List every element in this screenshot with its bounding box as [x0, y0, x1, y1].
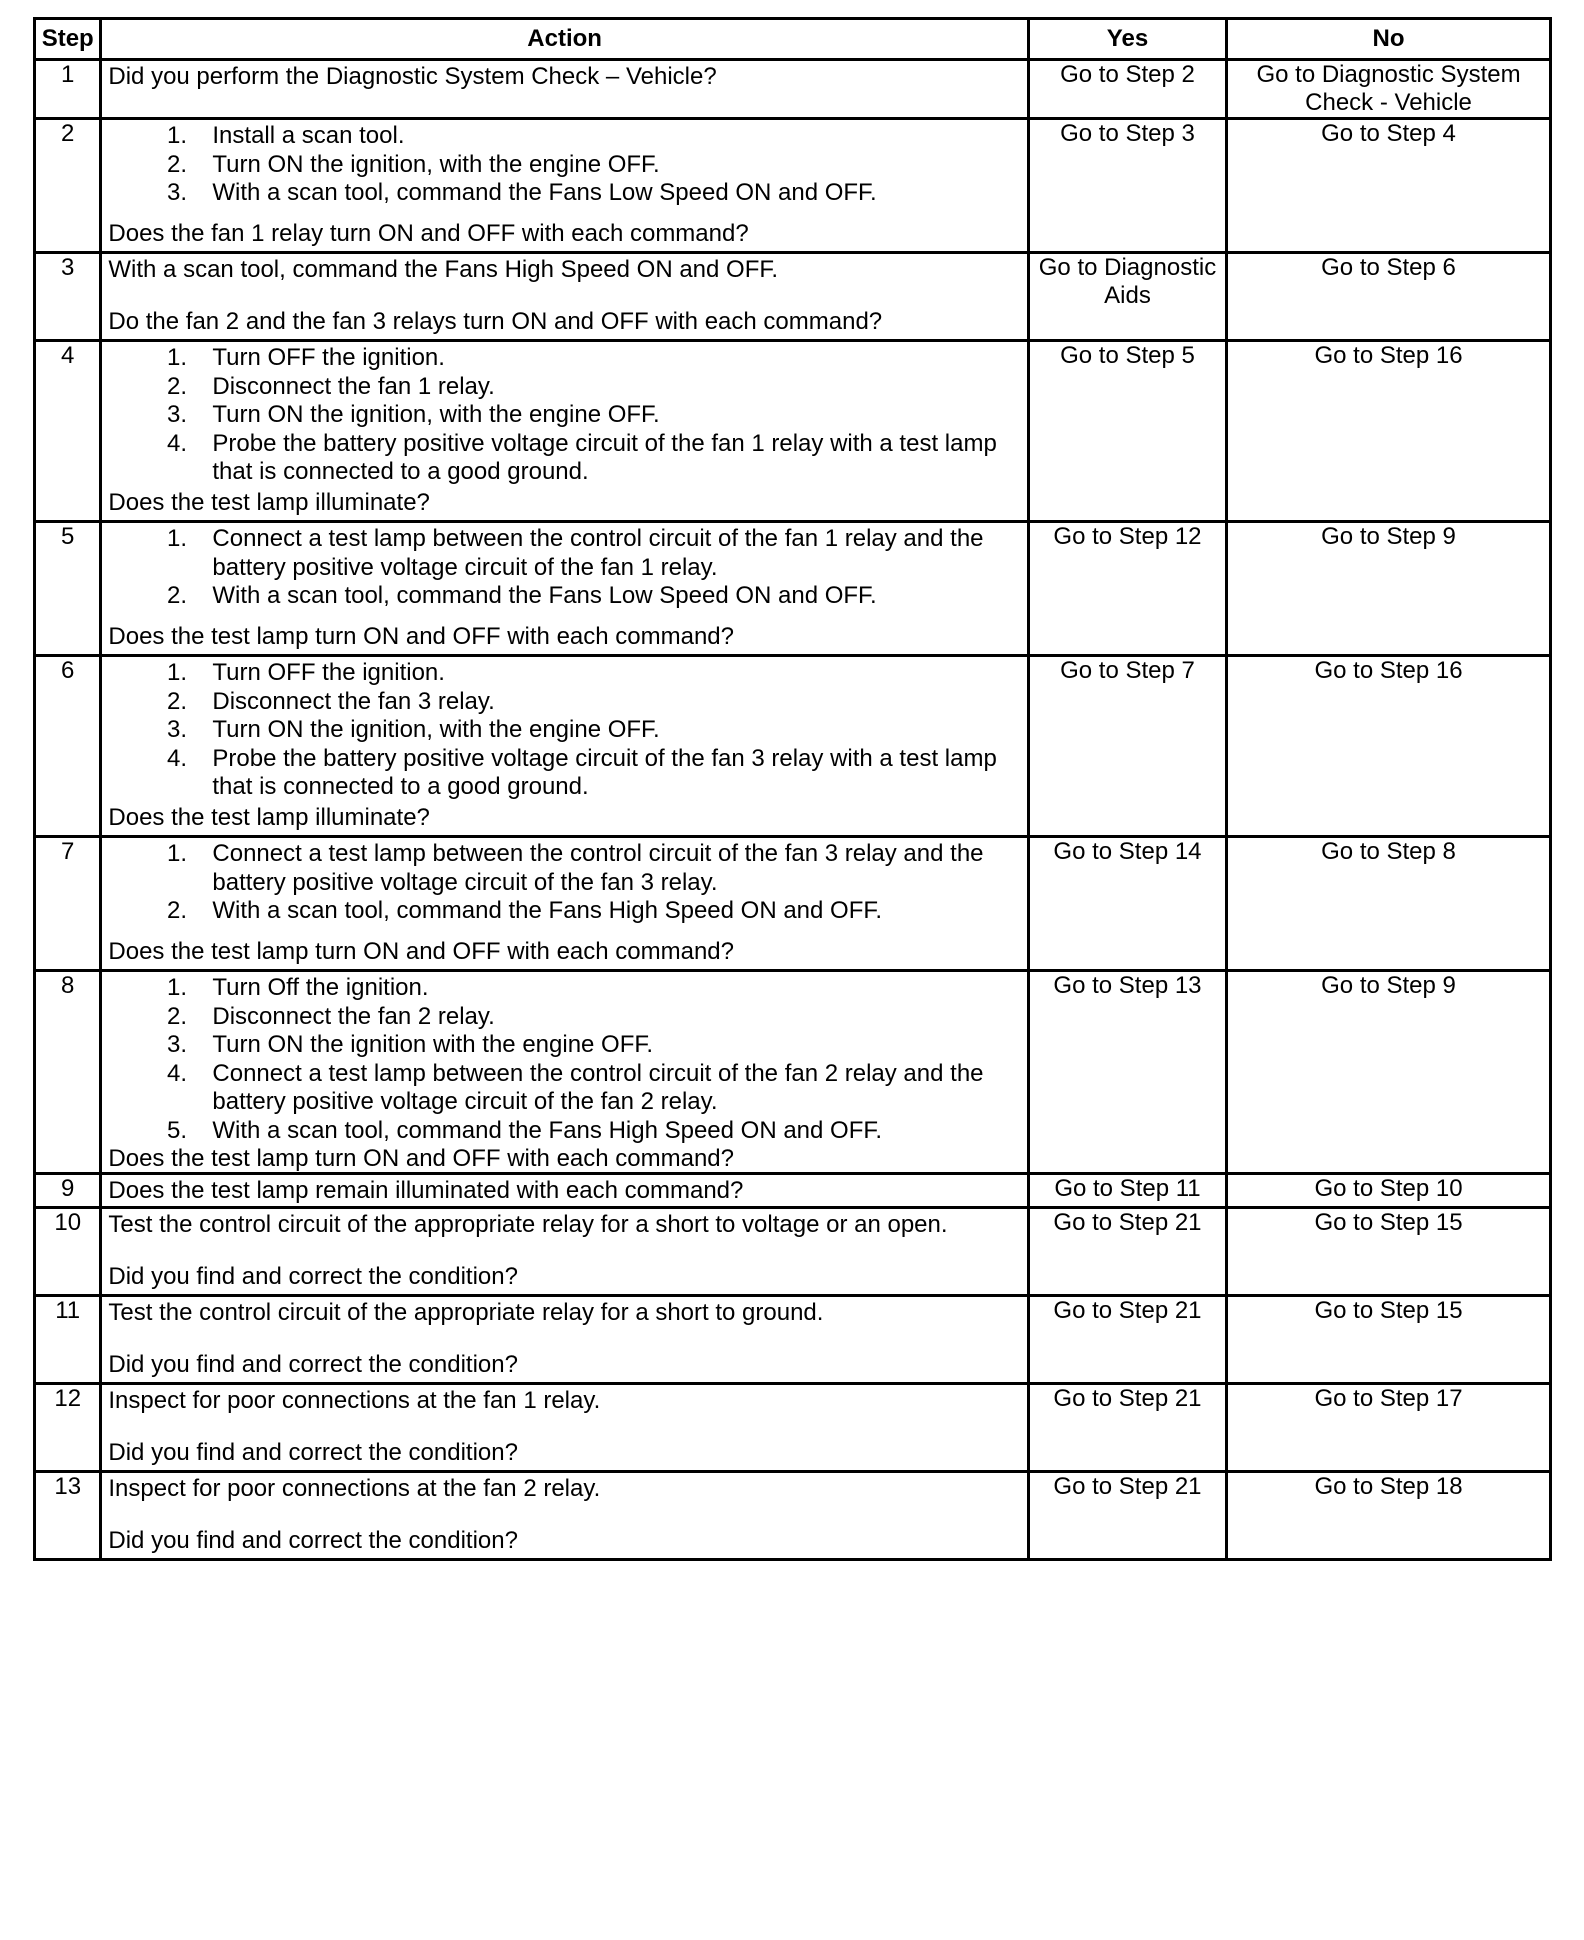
step-number: 7	[35, 837, 101, 971]
action-instruction: Did you perform the Diagnostic System Check – Vehicle?	[108, 63, 717, 90]
action-content	[102, 657, 1027, 835]
action-steps-list	[108, 659, 1021, 802]
yes-result: Go to Step 7	[1028, 656, 1226, 837]
action-step-item: 1. Turn OFF the ignition.	[200, 344, 1021, 373]
action-question: Does the test lamp turn ON and OFF with each command?	[108, 937, 734, 965]
step-number: 2	[35, 119, 101, 253]
action-instruction: Test the control circuit of the appropriate relay for a short to voltage or an open.	[108, 1211, 948, 1238]
action-content	[102, 523, 1027, 654]
step-number: 10	[35, 1208, 101, 1296]
step-number: 1	[35, 60, 101, 119]
action-instruction: Inspect for poor connections at the fan 1 relay.	[108, 1387, 601, 1414]
action-step-item: 4. Connect a test lamp between the control circuit of the fan 2 relay and the battery positive voltage circuit of the fan 2 relay.	[200, 1060, 1021, 1117]
action-step-item: 2. With a scan tool, command the Fans High Speed ON and OFF.	[200, 897, 1021, 926]
yes-result: Go to Step 11	[1028, 1174, 1226, 1208]
yes-result: Go to Step 21	[1028, 1208, 1226, 1296]
action-step-item: 4. Probe the battery positive voltage circuit of the fan 1 relay with a test lamp that is connected to a good ground.	[200, 430, 1021, 487]
step-number: 5	[35, 522, 101, 656]
no-result: Go to Step 16	[1227, 656, 1551, 837]
action-cell	[101, 253, 1029, 341]
table-row	[35, 522, 1551, 656]
action-content	[102, 1175, 1027, 1206]
action-step-item: 1. Install a scan tool.	[200, 122, 1021, 151]
action-question: Did you find and correct the condition?	[108, 1350, 518, 1378]
table-row	[35, 253, 1551, 341]
yes-result: Go to Step 21	[1028, 1296, 1226, 1384]
action-content	[102, 254, 1027, 339]
no-result: Go to Step 8	[1227, 837, 1551, 971]
action-step-item: 2. Disconnect the fan 3 relay.	[200, 688, 1021, 717]
action-step-item: 2. Disconnect the fan 2 relay.	[200, 1003, 1021, 1032]
action-step-item: 1. Turn OFF the ignition.	[200, 659, 1021, 688]
action-instruction: Test the control circuit of the appropriate relay for a short to ground.	[108, 1299, 824, 1326]
no-result: Go to Step 18	[1227, 1472, 1551, 1560]
action-question: Does the fan 1 relay turn ON and OFF with each command?	[108, 219, 749, 247]
table-row	[35, 60, 1551, 119]
action-content	[102, 1473, 1027, 1558]
table-row	[35, 341, 1551, 522]
yes-result: Go to Step 21	[1028, 1472, 1226, 1560]
action-step-item: 2. With a scan tool, command the Fans Low Speed ON and OFF.	[200, 582, 1021, 611]
step-number: 4	[35, 341, 101, 522]
no-result: Go to Step 17	[1227, 1384, 1551, 1472]
header-action: Action	[101, 19, 1029, 60]
action-content	[102, 1209, 1027, 1294]
action-cell	[101, 1174, 1029, 1208]
no-result: Go to Step 15	[1227, 1208, 1551, 1296]
no-result: Go to Step 16	[1227, 341, 1551, 522]
action-step-item: 2. Disconnect the fan 1 relay.	[200, 373, 1021, 402]
table-row	[35, 1384, 1551, 1472]
action-cell	[101, 60, 1029, 119]
action-instruction: Inspect for poor connections at the fan 2 relay.	[108, 1475, 601, 1502]
action-cell	[101, 1208, 1029, 1296]
header-no: No	[1227, 19, 1551, 60]
yes-result: Go to Diagnostic Aids	[1028, 253, 1226, 341]
header-yes: Yes	[1028, 19, 1226, 60]
step-number: 8	[35, 971, 101, 1174]
table-row	[35, 1472, 1551, 1560]
action-step-item: 2. Turn ON the ignition, with the engine OFF.	[200, 151, 1021, 180]
action-question: Does the test lamp turn ON and OFF with each command?	[108, 1145, 734, 1172]
yes-result: Go to Step 2	[1028, 60, 1226, 119]
no-result: Go to Step 9	[1227, 971, 1551, 1174]
action-cell	[101, 971, 1029, 1174]
step-number: 6	[35, 656, 101, 837]
table-body	[35, 60, 1551, 1560]
step-number: 12	[35, 1384, 101, 1472]
table-row	[35, 656, 1551, 837]
no-result: Go to Step 15	[1227, 1296, 1551, 1384]
table-row	[35, 1174, 1551, 1208]
action-steps-list	[108, 840, 1021, 926]
yes-result: Go to Step 14	[1028, 837, 1226, 971]
action-step-item: 3. Turn ON the ignition, with the engine OFF.	[200, 401, 1021, 430]
action-step-item: 1. Turn Off the ignition.	[200, 974, 1021, 1003]
action-steps-list	[108, 122, 1021, 208]
action-content	[102, 838, 1027, 969]
action-cell	[101, 522, 1029, 656]
action-content	[102, 1297, 1027, 1382]
action-question: Did you find and correct the condition?	[108, 1438, 518, 1466]
action-content	[102, 1385, 1027, 1470]
action-step-item: 3. With a scan tool, command the Fans Low Speed ON and OFF.	[200, 179, 1021, 208]
action-steps-list	[108, 344, 1021, 487]
action-step-item: 4. Probe the battery positive voltage circuit of the fan 3 relay with a test lamp that is connected to a good ground.	[200, 745, 1021, 802]
table-row	[35, 1296, 1551, 1384]
yes-result: Go to Step 3	[1028, 119, 1226, 253]
table-row	[35, 1208, 1551, 1296]
table-row	[35, 837, 1551, 971]
action-cell	[101, 341, 1029, 522]
action-step-item: 3. Turn ON the ignition with the engine OFF.	[200, 1031, 1021, 1060]
action-content	[102, 120, 1027, 251]
action-content	[102, 61, 1027, 115]
action-instruction: With a scan tool, command the Fans High Speed ON and OFF.	[108, 256, 779, 283]
action-step-item: 1. Connect a test lamp between the control circuit of the fan 1 relay and the battery positive voltage circuit of the fan 1 relay.	[200, 525, 1021, 582]
action-question: Did you find and correct the condition?	[108, 1526, 518, 1554]
header-step: Step	[35, 19, 101, 60]
action-instruction: Does the test lamp remain illuminated with each command?	[108, 1177, 744, 1204]
action-cell	[101, 837, 1029, 971]
action-question: Does the test lamp turn ON and OFF with each command?	[108, 622, 734, 650]
action-step-item: 1. Connect a test lamp between the control circuit of the fan 3 relay and the battery positive voltage circuit of the fan 3 relay.	[200, 840, 1021, 897]
action-question: Does the test lamp illuminate?	[108, 488, 430, 516]
yes-result: Go to Step 5	[1028, 341, 1226, 522]
diagnostic-table	[33, 17, 1552, 1561]
no-result: Go to Step 10	[1227, 1174, 1551, 1208]
action-cell	[101, 1472, 1029, 1560]
no-result: Go to Step 6	[1227, 253, 1551, 341]
step-number: 11	[35, 1296, 101, 1384]
step-number: 3	[35, 253, 101, 341]
action-step-item: 3. Turn ON the ignition, with the engine OFF.	[200, 716, 1021, 745]
yes-result: Go to Step 12	[1028, 522, 1226, 656]
header-row	[35, 19, 1551, 60]
action-question: Did you find and correct the condition?	[108, 1262, 518, 1290]
yes-result: Go to Step 13	[1028, 971, 1226, 1174]
no-result: Go to Diagnostic System Check - Vehicle	[1227, 60, 1551, 119]
action-question: Does the test lamp illuminate?	[108, 803, 430, 831]
action-step-item: 5. With a scan tool, command the Fans High Speed ON and OFF.	[200, 1117, 1021, 1146]
no-result: Go to Step 4	[1227, 119, 1551, 253]
action-cell	[101, 119, 1029, 253]
table-row	[35, 971, 1551, 1174]
yes-result: Go to Step 21	[1028, 1384, 1226, 1472]
action-cell	[101, 1384, 1029, 1472]
step-number: 13	[35, 1472, 101, 1560]
action-cell	[101, 656, 1029, 837]
action-content	[102, 342, 1027, 520]
step-number: 9	[35, 1174, 101, 1208]
table-row	[35, 119, 1551, 253]
action-question: Do the fan 2 and the fan 3 relays turn ON and OFF with each command?	[108, 307, 883, 335]
no-result: Go to Step 9	[1227, 522, 1551, 656]
action-content	[102, 972, 1027, 1172]
action-cell	[101, 1296, 1029, 1384]
action-steps-list	[108, 974, 1021, 1145]
action-steps-list	[108, 525, 1021, 611]
